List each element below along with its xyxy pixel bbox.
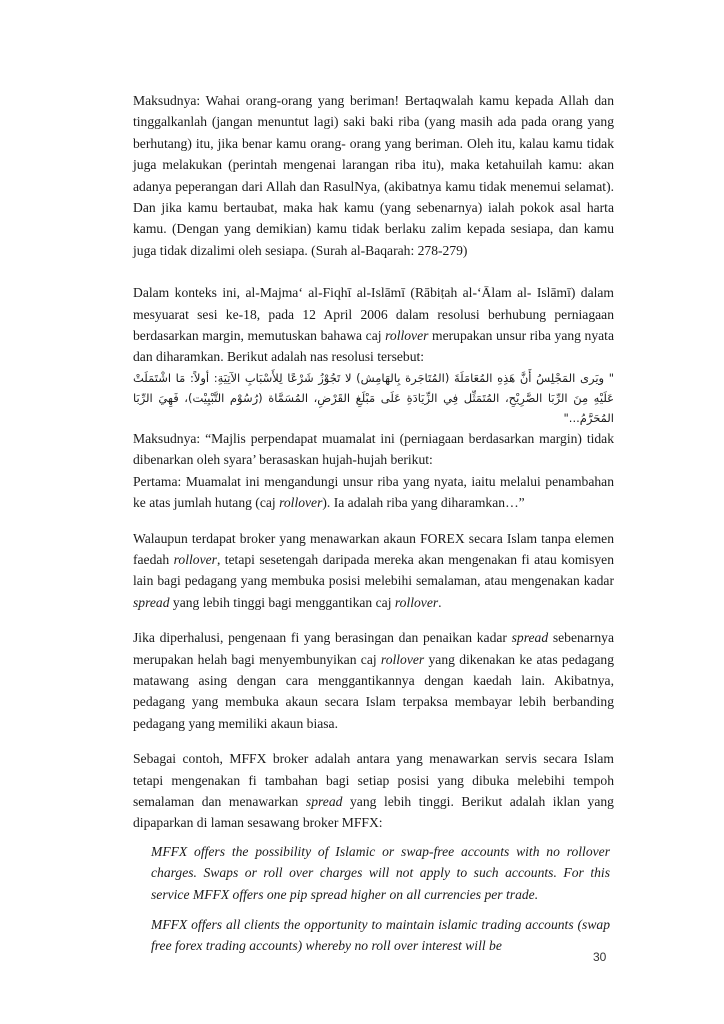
resolution-translation-paragraph: Maksudnya: “Majlis perpendapat muamalat ini (perniagaan berdasarkan margin) tidak dibenarkan oleh syara’ berasaskan hujah-hujah berikut: Pertama: Muamalat ini mengandungi unsur riba yang nyata, iaitu melalui penambahan ke atas jumlah hutang (caj rollover). Ia adalah riba yang diharamkan…” xyxy=(133,430,614,511)
mffx-quote-2: MFFX offers all clients the opportunity to maintain islamic trading accounts (swap free forex trading accounts) whereby no roll over interest will be xyxy=(151,917,610,954)
arabic-resolution-text: " ويَرى المَجْلِسُ أَنَّ هَذِهِ المُعَامَلَةَ (المُتَاجَرة بِالهَامِش) لا تَجُوْزُ شَرْعًا لِلأَسْبَابِ الآتِيَةِ: أولاً: مَا اشْتَمَلَتْ عَلَيْهِ مِنَ الرِّبَا الصَّرِيْحِ، المُتَمَثِّل فِي الزِّيَادَةِ عَلَى مَبْلَغِ القَرْضِ، المُسَمَّاة (رُسُوْم التَّبْيِيْت)، فَهِيَ الرِّبَا المُحَرَّمُ..." xyxy=(133,370,614,425)
mffx-example-paragraph: Sebagai contoh, MFFX broker adalah antara yang menawarkan servis secara Islam tetapi mengenakan fi tambahan bagi setiap posisi yang dibuka melebihi tempoh semalaman dan menawarkan spread yang lebih tinggi. Berikut adalah iklan yang dipaparkan di laman sesawang broker MFFX: xyxy=(133,751,614,831)
mffx-quote-1: MFFX offers the possibility of Islamic or swap-free accounts with no rollover charges. Swaps or roll over charges will not apply to such accounts. For this service MFFX offers one pip spread higher on all currencies per trade. xyxy=(151,843,610,902)
islamic-account-paragraph: Walaupun terdapat broker yang menawarkan akaun FOREX secara Islam tanpa elemen faedah rollover, tetapi sesetengah daripada mereka akan mengenakan fi atau komisyen lain bagi pedagang yang membuka posisi melebihi semalaman, atau mengenakan kadar spread yang lebih tinggi bagi menggantikan caj rollover. xyxy=(133,530,615,610)
page-body xyxy=(133,90,614,957)
resolution-intro-paragraph: Dalam konteks ini, al-Majma‘ al-Fiqhī al-Islāmī (Rābiṭah al-‘Ālam al- Islāmī) dalam mesyuarat sesi ke-18, pada 12 April 2006 dalam resolusi berhubung perniagaan berdasarkan margin, memutuskan bahawa caj rollover merupakan unsur riba yang nyata dan diharamkan. Berikut adalah nas resolusi tersebut: xyxy=(133,285,614,365)
quran-translation-paragraph: Maksudnya: Wahai orang-orang yang beriman! Bertaqwalah kamu kepada Allah dan tinggalkanlah (jangan menuntut lagi) saki baki riba (yang masih ada pada orang yang berhutang) itu, jika benar kamu orang- orang yang beriman. Oleh itu, kalau kamu tidak juga melakukan (perintah mengenai larangan riba itu), maka ketahuilah kamu: akan adanya peperangan dari Allah dan RasulNya, (akibatnya kamu tidak menemui selamat). Dan jika kamu bertaubat, maka hak kamu (yang sebenarnya) ialah pokok asal harta kamu. (Dengan yang demikian) kamu tidak berlaku zalim kepada sesiapa, dan kamu juga tidak dizalimi oleh sesiapa. (Surah al-Baqarah: 278-279) xyxy=(133,93,614,258)
page-number: 30 xyxy=(593,950,607,964)
hidden-charge-paragraph: Jika diperhalusi, pengenaan fi yang berasingan dan penaikan kadar spread sebenarnya merupakan helah bagi menyembunyikan caj rollover yang dikenakan ke atas pedagang matawang asing dengan cara menggantikannya dengan kaedah lain. Akibatnya, pedagang yang membuka akaun secara Islam terpaksa membayar lebih berbanding pedagang yang memiliki akaun biasa. xyxy=(133,630,614,731)
